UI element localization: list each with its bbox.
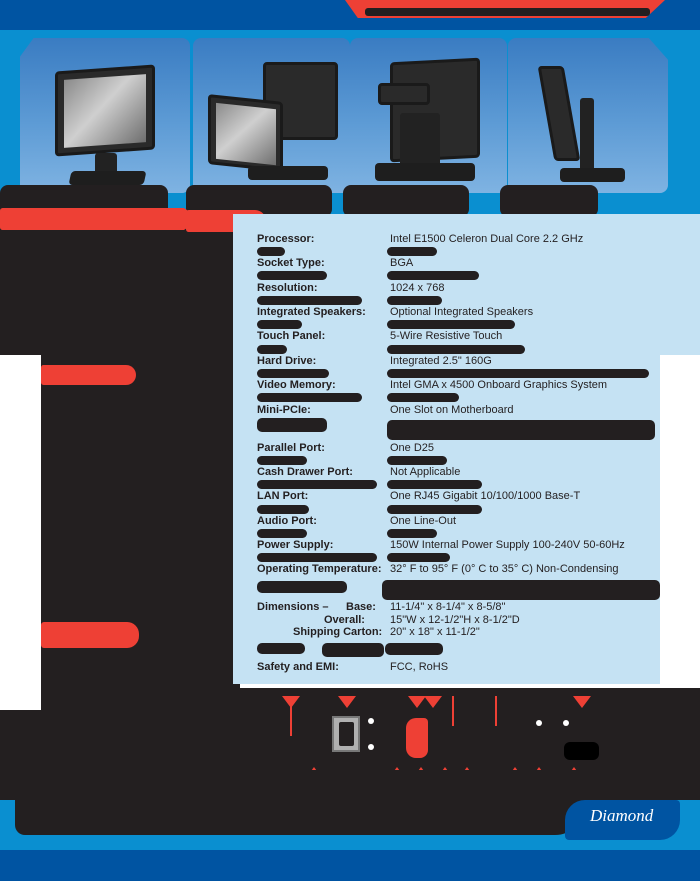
redacted-label xyxy=(257,529,307,538)
redacted-value xyxy=(387,456,447,465)
product-photo-side xyxy=(508,38,668,193)
footer-redaction xyxy=(15,770,585,835)
blank-area xyxy=(0,355,41,710)
monitor-icon xyxy=(208,94,283,172)
redacted-label xyxy=(257,320,302,329)
redacted-value xyxy=(382,580,660,600)
redacted-value xyxy=(387,320,515,329)
redacted-value xyxy=(387,480,482,489)
section-heading-left-2 xyxy=(41,365,136,385)
callout-line xyxy=(495,696,497,726)
section-heading-left-1 xyxy=(0,208,200,230)
redacted-label xyxy=(322,643,384,657)
redacted-value xyxy=(387,369,649,378)
redacted-label xyxy=(257,247,285,256)
redacted-value xyxy=(387,420,655,440)
product-photo-dual xyxy=(193,38,350,193)
callout-marker xyxy=(424,696,442,708)
redacted-label xyxy=(257,643,305,654)
redacted-label xyxy=(257,553,377,562)
callout-marker xyxy=(338,696,356,708)
redacted-value xyxy=(387,296,442,305)
screw-icon xyxy=(563,720,569,726)
redacted-label xyxy=(257,296,362,305)
power-socket-icon xyxy=(332,716,360,752)
redacted-label xyxy=(257,345,287,354)
redacted-label xyxy=(257,456,307,465)
redacted-value xyxy=(387,271,479,280)
customer-display-icon xyxy=(378,83,430,105)
caption-customer-display xyxy=(343,185,469,217)
caption-side xyxy=(500,185,598,217)
callout-marker xyxy=(573,696,591,708)
screw-icon xyxy=(536,720,542,726)
redacted-value xyxy=(387,553,450,562)
callout-line xyxy=(452,696,454,726)
monitor-side-icon xyxy=(538,66,581,161)
redacted-label xyxy=(257,480,377,489)
monitor-icon xyxy=(55,65,155,157)
redacted-label xyxy=(257,581,347,593)
title-redaction xyxy=(365,8,650,16)
redacted-value xyxy=(387,247,437,256)
redacted-label xyxy=(257,505,309,514)
redacted-value xyxy=(387,393,459,402)
brand-name: Diamond xyxy=(590,806,654,825)
redacted-label xyxy=(257,271,327,280)
screw-icon xyxy=(368,744,374,750)
footer-bar xyxy=(0,850,700,881)
product-photo-front xyxy=(20,38,190,193)
callout-line xyxy=(290,706,292,736)
product-photo-customer-display xyxy=(350,38,507,193)
redacted-value xyxy=(387,529,437,538)
redacted-label xyxy=(257,393,362,402)
screw-icon xyxy=(368,718,374,724)
spec-panel-extension xyxy=(660,214,700,355)
callout-marker xyxy=(406,718,428,758)
redacted-value xyxy=(385,643,443,655)
redacted-value xyxy=(387,505,482,514)
redacted-label xyxy=(257,418,327,432)
redacted-label xyxy=(257,369,329,378)
port-icon xyxy=(564,742,599,760)
redacted-value xyxy=(387,345,525,354)
section-heading-left-3 xyxy=(41,622,139,648)
